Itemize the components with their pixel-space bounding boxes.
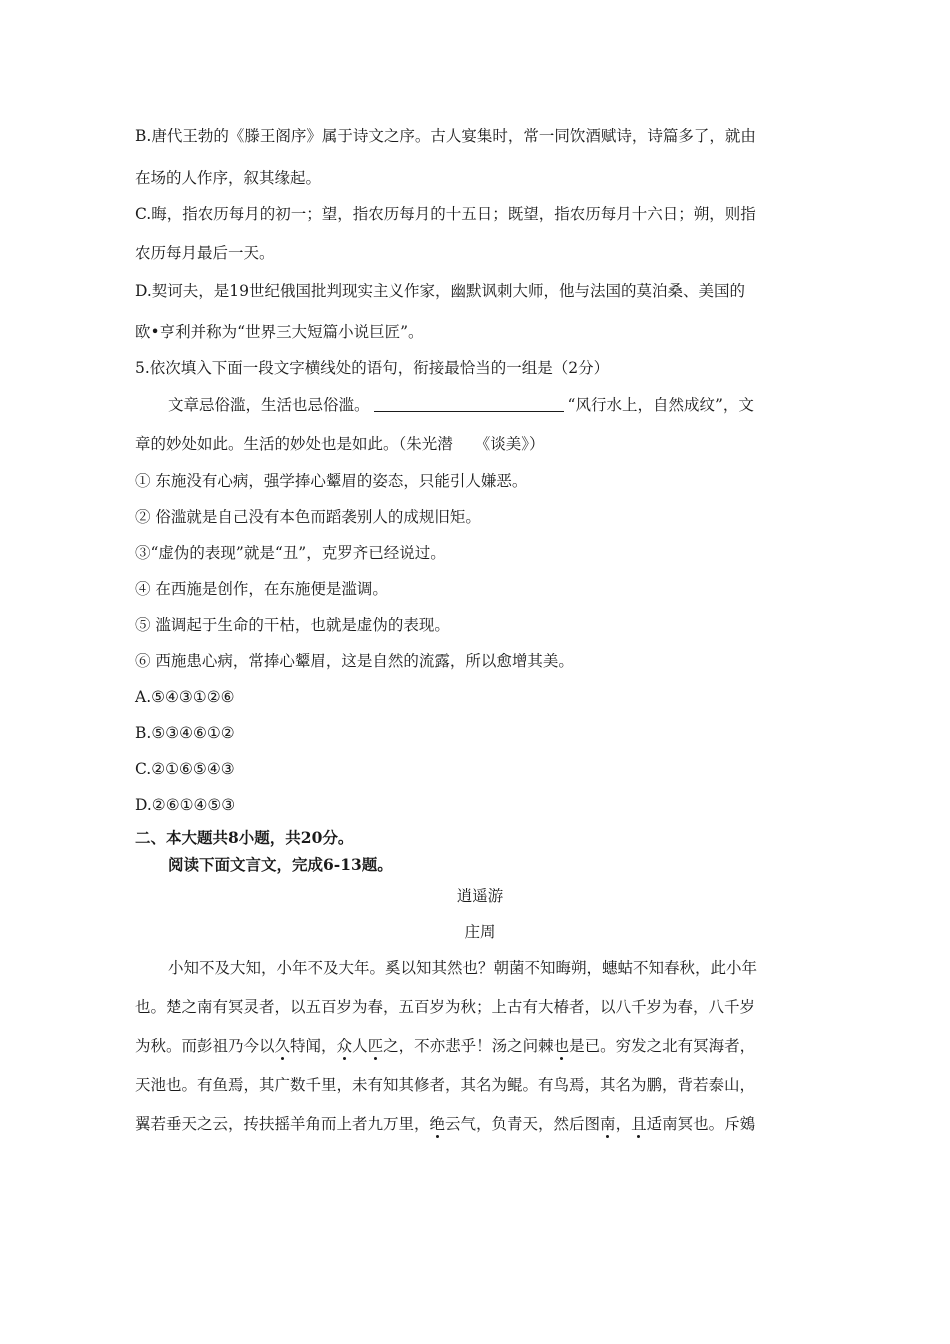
- passage-line-5: [135, 1114, 825, 1134]
- q5-item-4: ④ 在西施是创作，在东施便是滥调。: [135, 580, 388, 598]
- passage-title: 逍遥游: [456, 887, 504, 905]
- passage-line-4: 天池也。有鱼焉，其广数千里，未有知其修者，其名为鲲。有鸟焉，其名为鹏，背若泰山，: [135, 1076, 756, 1094]
- q5-passage-line1: [168, 395, 818, 415]
- text-run: 是已。穷发之北有冥海者，: [569, 1037, 756, 1055]
- q5-passage-text-c: 章的妙处如此。生活的妙处也是如此。（朱光潜: [135, 435, 453, 453]
- q5-option-b: B.⑤③④⑥①②: [135, 724, 235, 742]
- q5-item-1: ① 东施没有心病，强学捧心颦眉的姿态，只能引人嫌恶。: [135, 472, 528, 490]
- section-2-heading: 二、本大题共8小题，共20分。: [135, 828, 354, 847]
- q5-item-2: ② 俗滥就是自己没有本色而蹈袭别人的成规旧矩。: [135, 508, 481, 526]
- text-run: 特闻，: [290, 1037, 337, 1055]
- q5-passage-source: 《谈美》）: [474, 435, 545, 453]
- text-run: 之，不亦悲乎！汤之问棘: [383, 1037, 554, 1055]
- text-run: 为秋。而彭祖乃今以: [135, 1037, 275, 1055]
- text-run: 人: [352, 1037, 368, 1055]
- q4-option-c-line2: 农历每月最后一天。: [135, 244, 275, 262]
- emphasized-char: 匹: [367, 1037, 384, 1055]
- q5-item-3: ③“虚伪的表现”就是“丑”，克罗齐已经说过。: [135, 544, 446, 562]
- q4-option-b-line2: 在场的人作序，叙其缘起。: [135, 169, 322, 187]
- passage-line-1: 小知不及大知，小年不及大年。奚以知其然也？朝菌不知晦朔，蟪蛄不知春秋，此小年: [168, 959, 758, 977]
- q5-passage-text-b: “风行水上，自然成纹”，文: [567, 396, 754, 414]
- emphasized-char: 也: [553, 1037, 570, 1055]
- q4-option-b-line1: B.唐代王勃的《滕王阁序》属于诗文之序。古人宴集时，常一同饮酒赋诗，诗篇多了，就由: [135, 127, 756, 145]
- text-run: 适南冥也。斥鴳: [646, 1115, 756, 1133]
- q5-option-c: C.②①⑥⑤④③: [135, 760, 235, 778]
- passage-line-3: [135, 1036, 825, 1056]
- emphasized-char: 南: [600, 1115, 616, 1133]
- text-run: 云气，负青天，然后图: [445, 1115, 601, 1133]
- q5-option-a: A.⑤④③①②⑥: [135, 688, 235, 706]
- passage-author: 庄周: [464, 923, 496, 941]
- section-2-instruction: 阅读下面文言文，完成6-13题。: [168, 855, 393, 874]
- fill-blank: [374, 395, 564, 412]
- emphasized-char: 久: [274, 1037, 291, 1055]
- q5-item-5: ⑤ 滥调起于生命的干枯，也就是虚伪的表现。: [135, 616, 450, 634]
- text-run: 翼若垂天之云，抟扶摇羊角而上者九万里，: [135, 1115, 430, 1133]
- passage-line-2: 也。楚之南有冥灵者，以五百岁为春，五百岁为秋；上古有大椿者，以八千岁为春，八千岁: [135, 998, 756, 1016]
- q5-option-d: D.②⑥①④⑤③: [135, 796, 236, 814]
- q5-item-6: ⑥ 西施患心病，常捧心颦眉，这是自然的流露，所以愈增其美。: [135, 652, 574, 670]
- q4-option-d-line2: 欧•亨利并称为“世界三大短篇小说巨匠”。: [135, 323, 424, 341]
- q4-option-c-line1: C.晦，指农历每月的初一；望，指农历每月的十五日；既望，指农历每月十六日；朔，则指: [135, 205, 756, 223]
- q5-stem: 5.依次填入下面一段文字横线处的语句，衔接最恰当的一组是（2分）: [135, 359, 610, 377]
- emphasized-char: 众: [336, 1037, 353, 1055]
- q5-passage-text-a: 文章忌俗滥，生活也忌俗滥。: [168, 396, 370, 414]
- q5-passage-line2: [135, 434, 825, 454]
- text-run: ，: [615, 1115, 632, 1133]
- emphasized-char: 绝: [429, 1115, 446, 1133]
- q4-option-d-line1: D.契诃夫，是19世纪俄国批判现实主义作家，幽默讽刺大师，他与法国的莫泊桑、美国的: [135, 282, 746, 300]
- emphasized-char: 且: [631, 1115, 647, 1133]
